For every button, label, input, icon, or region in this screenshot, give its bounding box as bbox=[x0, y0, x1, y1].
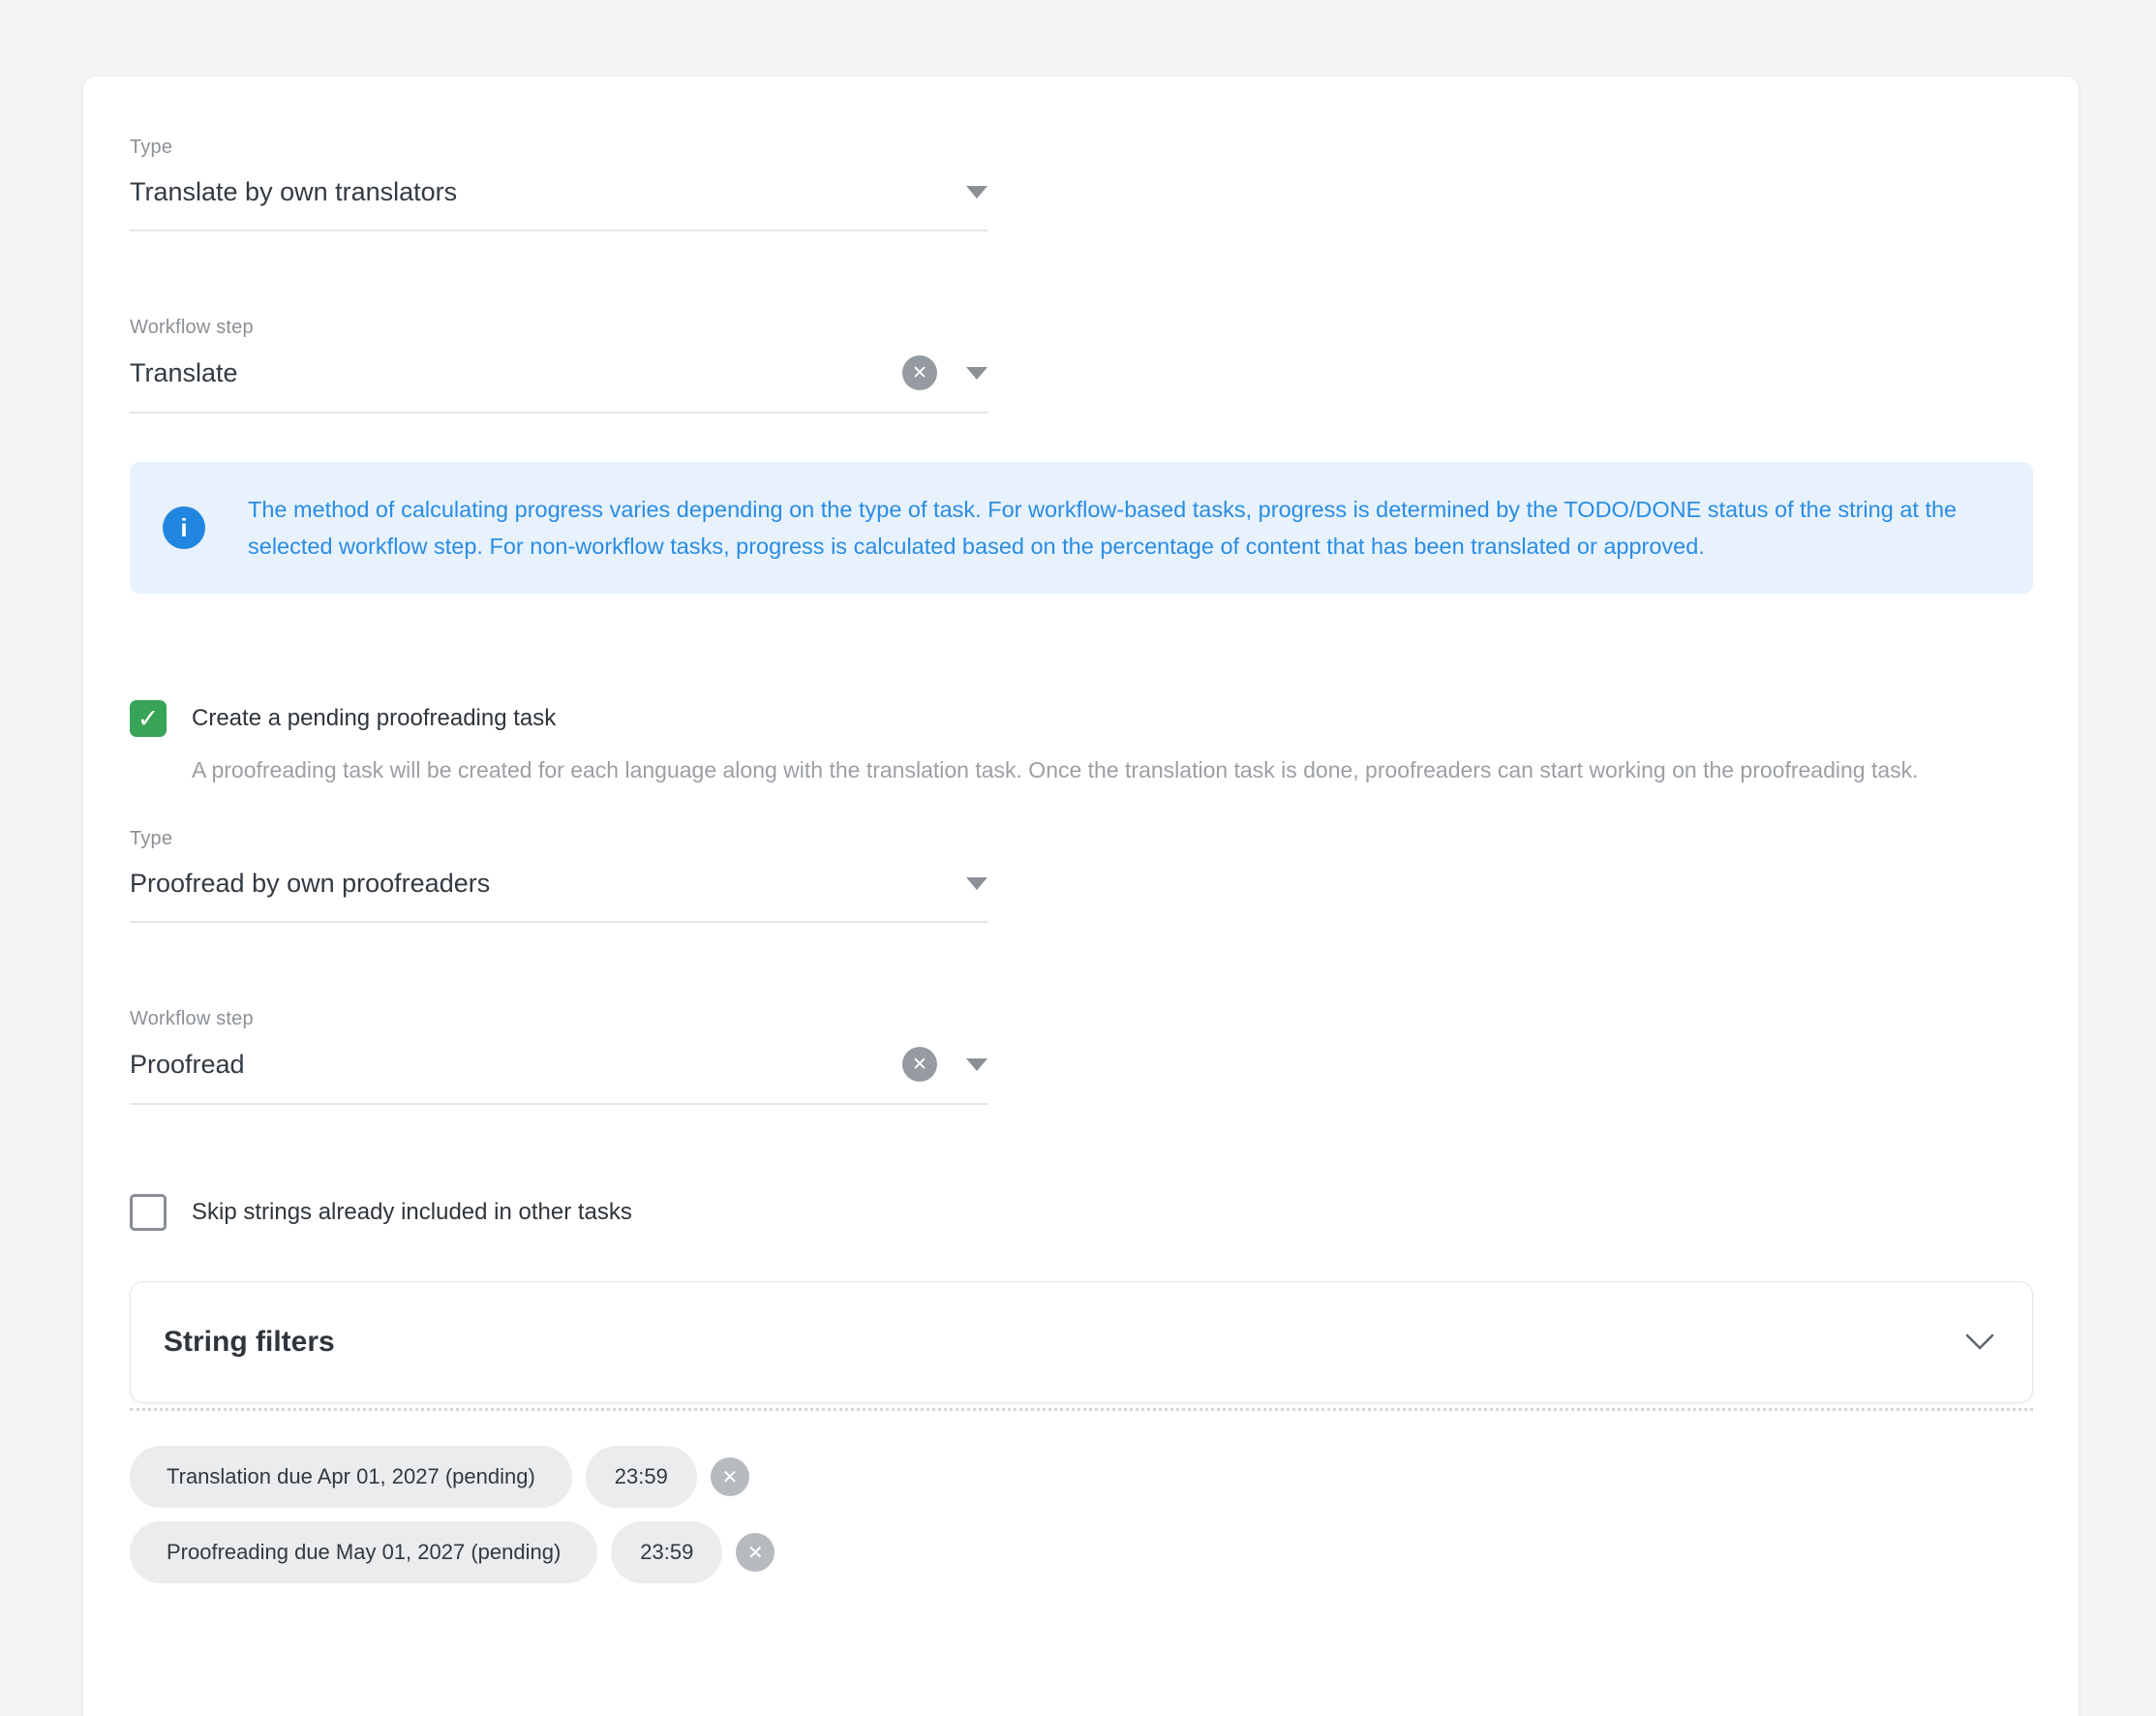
proofread-type-field bbox=[130, 826, 987, 923]
dotted-separator bbox=[130, 1408, 2033, 1411]
translation-type-field bbox=[130, 135, 987, 231]
string-filters-panel[interactable] bbox=[130, 1281, 2033, 1403]
skip-strings-label: Skip strings already included in other tasks bbox=[192, 1199, 632, 1225]
checkbox-unchecked-icon[interactable] bbox=[130, 1194, 167, 1231]
proofread-type-value: Proofread by own proofreaders bbox=[130, 869, 491, 898]
translation-workflow-label: Workflow step bbox=[130, 317, 254, 338]
translation-type-label: Type bbox=[130, 137, 173, 158]
dropdown-caret-icon[interactable] bbox=[966, 186, 987, 199]
remove-chip-icon[interactable]: ✕ bbox=[711, 1457, 749, 1496]
progress-info-text: The method of calculating progress varies depending on the type of task. For workflow-based tasks, progress is determined by the TODO/DONE status of the string at the selected workflow step. For non-workflow tasks, progress is calculated based on the percentage of content that has been translated or approved. bbox=[248, 497, 1958, 559]
skip-strings-option[interactable] bbox=[130, 1194, 2032, 1231]
string-filters-title: String filters bbox=[164, 1326, 335, 1358]
translation-type-value: Translate by own translators bbox=[130, 177, 458, 206]
translation-due-row bbox=[130, 1446, 2032, 1508]
proofreading-due-row bbox=[130, 1521, 2032, 1583]
proofreading-due-chip[interactable]: Proofreading due May 01, 2027 (pending) bbox=[130, 1521, 597, 1583]
translation-due-time-chip[interactable]: 23:59 bbox=[586, 1446, 697, 1508]
create-proofreading-task-label: Create a pending proofreading task bbox=[192, 705, 557, 731]
proofread-type-label: Type bbox=[130, 828, 173, 849]
dropdown-caret-icon[interactable] bbox=[966, 877, 987, 890]
due-date-chips bbox=[130, 1446, 2032, 1583]
translation-due-chip[interactable]: Translation due Apr 01, 2027 (pending) bbox=[130, 1446, 572, 1508]
progress-info-alert bbox=[130, 462, 2033, 594]
proofreading-due-time-chip[interactable]: 23:59 bbox=[611, 1521, 722, 1583]
info-icon: i bbox=[163, 506, 205, 549]
proofreading-task-description: A proofreading task will be created for each language along with the translation task. Once the translation task is done, proofreaders can start working on the proofreading task. bbox=[192, 757, 1919, 782]
clear-selection-icon[interactable]: ✕ bbox=[902, 355, 937, 390]
translation-workflow-field bbox=[130, 315, 987, 414]
translation-workflow-value: Translate bbox=[130, 358, 238, 387]
chevron-down-icon[interactable] bbox=[1964, 1333, 1995, 1352]
proofread-workflow-select[interactable] bbox=[130, 1047, 987, 1105]
proofread-type-select[interactable] bbox=[130, 867, 987, 923]
checkbox-checked-icon[interactable]: ✓ bbox=[130, 700, 167, 737]
dropdown-caret-icon[interactable] bbox=[966, 1058, 987, 1071]
proofread-workflow-field bbox=[130, 1006, 987, 1105]
task-form-card bbox=[82, 76, 2080, 1716]
dropdown-caret-icon[interactable] bbox=[966, 367, 987, 380]
clear-selection-icon[interactable]: ✕ bbox=[902, 1047, 937, 1082]
proofread-workflow-label: Workflow step bbox=[130, 1008, 254, 1029]
proofread-workflow-value: Proofread bbox=[130, 1050, 245, 1079]
remove-chip-icon[interactable]: ✕ bbox=[736, 1533, 774, 1572]
translation-workflow-select[interactable] bbox=[130, 355, 987, 414]
create-proofreading-task-option[interactable] bbox=[130, 700, 2032, 737]
translation-type-select[interactable] bbox=[130, 175, 987, 231]
